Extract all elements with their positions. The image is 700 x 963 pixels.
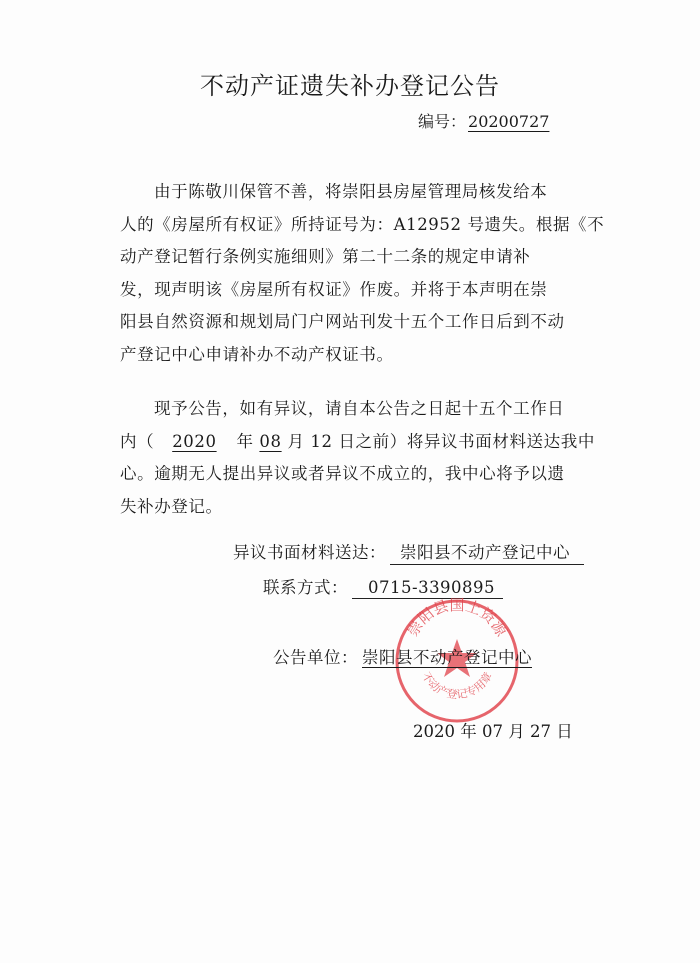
issuer-label: 公告单位：: [273, 648, 358, 667]
issuer-value: 崇阳县不动产登记中心: [362, 648, 532, 667]
document-number: [418, 109, 549, 132]
document-number-value: 20200727: [468, 112, 550, 131]
document-number-label: 编号：: [418, 112, 467, 131]
paragraph-line: 心。逾期无人提出异议或者异议不成立的，我中心将予以遗: [120, 464, 565, 484]
paragraph-line: 失补办登记。: [120, 496, 223, 516]
deadline-line: [120, 426, 595, 459]
document-title: 不动产证遗失补办登记公告: [200, 72, 500, 100]
contact-phone-label: 联系方式：: [263, 578, 348, 597]
paragraph-line: 发，现声明该《房屋所有权证》作废。并将于本声明在崇: [120, 279, 548, 299]
announcement-paragraph-1: [120, 176, 605, 372]
date-month-suffix: 月: [503, 722, 530, 741]
deadline-year: 2020: [172, 431, 217, 451]
deadline-prefix: 内（: [120, 431, 155, 451]
contact-phone-row: [263, 574, 503, 599]
announcement-paragraph-2: [120, 393, 595, 523]
submit-to-label: 异议书面材料送达：: [233, 543, 386, 562]
deadline-year-suffix: 年: [230, 431, 260, 451]
paragraph-line: 人的《房屋所有权证》所持证号为：A12952 号遗失。根据《不: [120, 214, 605, 234]
date-day: 27: [530, 722, 551, 741]
submit-to-value: 崇阳县不动产登记中心: [390, 539, 584, 565]
deadline-month-suffix: 月: [281, 431, 311, 451]
deadline-day: 12: [310, 431, 333, 451]
submit-to-row: [233, 539, 584, 565]
deadline-month: 08: [259, 431, 282, 451]
seal-top-text: 崇阳县国土资源: [403, 597, 511, 640]
paragraph-line: 动产登记暂行条例实施细则》第二十二条的规定申请补: [120, 247, 531, 267]
paragraph-line: 由于陈敬川保管不善，将崇阳县房屋管理局核发给本: [154, 182, 548, 201]
seal-bottom-text: 不动产登记专用章: [419, 670, 495, 702]
paragraph-line: 阳县自然资源和规划局门户网站刊发十五个工作日后到不动: [120, 312, 565, 332]
date-year-suffix: 年: [455, 722, 482, 741]
announcement-date: [413, 718, 573, 742]
date-month: 07: [482, 722, 503, 741]
date-year: 2020: [413, 722, 455, 741]
paragraph-line: 现予公告，如有异议，请自本公告之日起十五个工作日: [154, 399, 565, 418]
date-day-suffix: 日: [551, 722, 573, 741]
issuer-row: [273, 644, 532, 668]
paragraph-line: 产登记中心申请补办不动产权证书。: [120, 344, 394, 364]
deadline-suffix: 日之前）将异议书面材料送达我中: [332, 431, 595, 451]
contact-phone-value: 0715-3390895: [352, 578, 503, 599]
